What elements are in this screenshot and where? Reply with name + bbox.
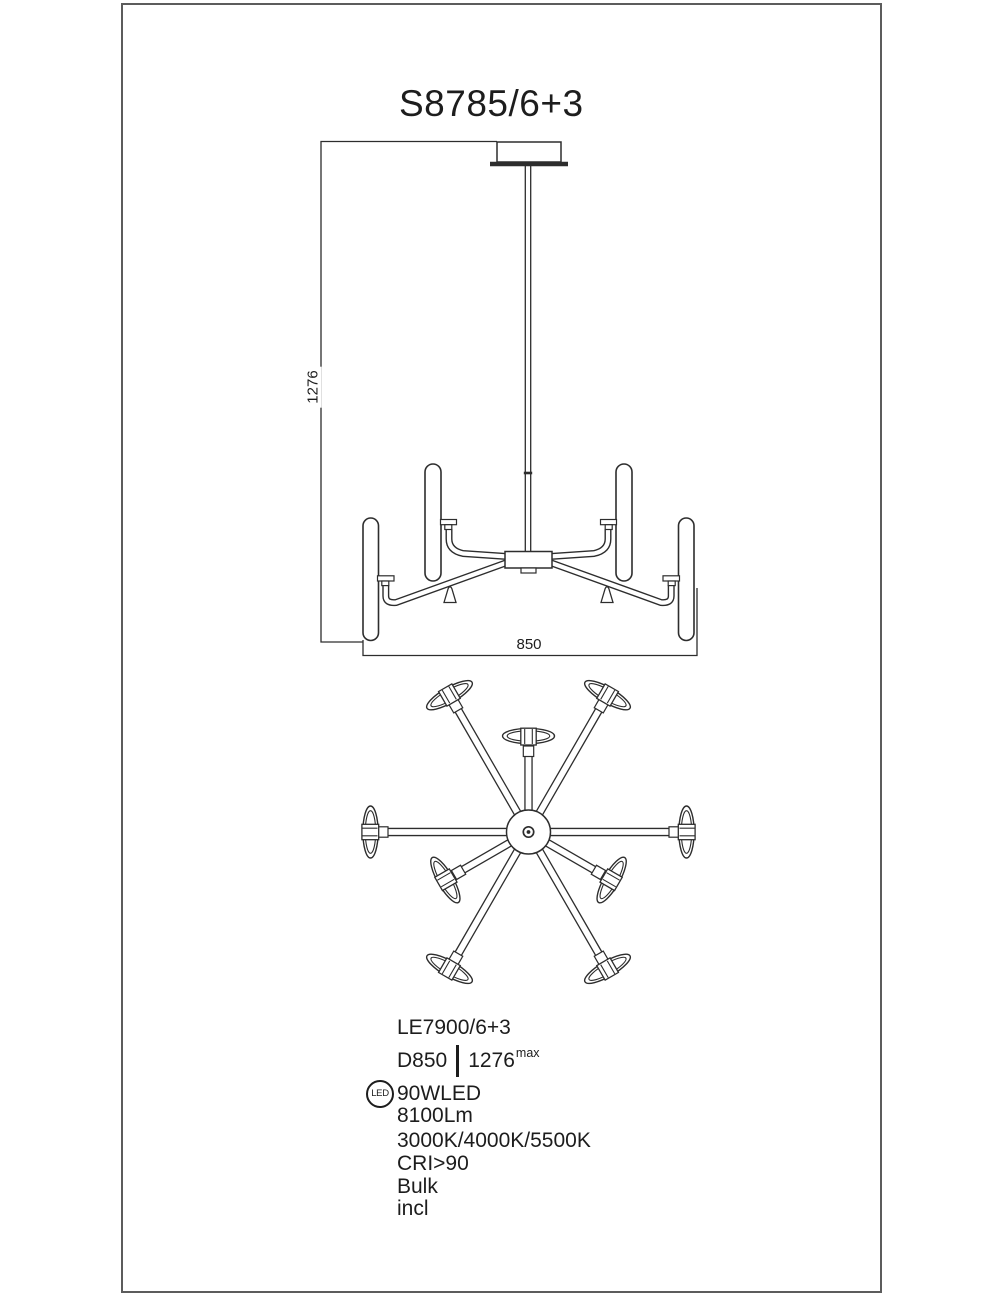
led-badge-icon: LED bbox=[366, 1080, 394, 1108]
spec-included-line: incl bbox=[397, 1197, 429, 1220]
width-dimension-label: 850 bbox=[516, 636, 542, 653]
central-hub bbox=[505, 552, 552, 574]
spec-diameter: D850 bbox=[397, 1048, 448, 1072]
spec-model: LE7900/6+3 bbox=[397, 1016, 511, 1039]
spec-bulb-line: Bulk bbox=[397, 1175, 438, 1198]
spec-color-rendering: CRI>90 bbox=[397, 1152, 469, 1175]
plan-view-drawing bbox=[362, 675, 695, 990]
spec-max-height-sup: max bbox=[515, 1045, 540, 1060]
divider-bar bbox=[456, 1045, 459, 1077]
ceiling-canopy bbox=[490, 142, 568, 164]
product-code-title: S8785/6+3 bbox=[399, 83, 584, 124]
elevation-view-drawing bbox=[321, 142, 697, 656]
height-dimension-label: 1276 bbox=[305, 366, 322, 407]
spec-size-row bbox=[397, 1044, 540, 1078]
spec-color-temperatures: 3000K/4000K/5500K bbox=[397, 1129, 591, 1152]
hub-top-view bbox=[507, 810, 551, 854]
socket-cones bbox=[444, 587, 613, 603]
suspension-stem bbox=[524, 166, 532, 552]
spec-wattage: 90WLED bbox=[397, 1081, 482, 1105]
spec-max-height: 1276 bbox=[468, 1048, 515, 1072]
spec-luminous-flux: 8100Lm bbox=[397, 1104, 473, 1127]
